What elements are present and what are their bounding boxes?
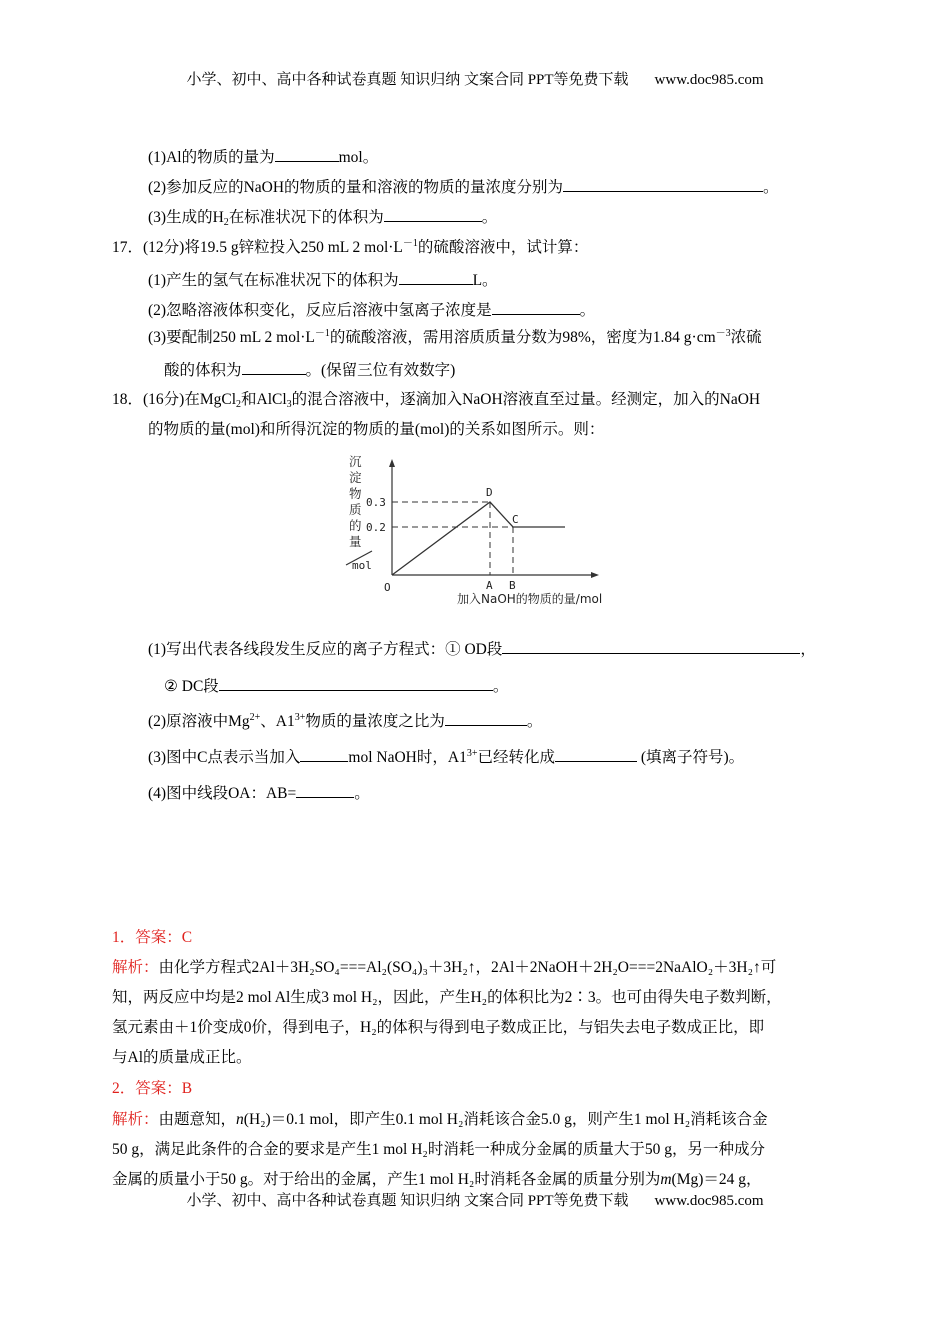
answer-blank[interactable] — [219, 674, 493, 691]
y-label-unit: mol — [352, 559, 372, 572]
q16-part1-text: (1)Al的物质的量为 — [148, 149, 275, 166]
answer-2-line3 — [112, 1170, 762, 1190]
q18-stem-line2-text: 的物质的量(mol)和所得沉淀的物质的量(mol)的关系如图所示。则： — [148, 421, 605, 438]
data-line — [392, 502, 565, 575]
q18-part4 — [148, 781, 370, 804]
answer-1-text: 由化学方程式2Al＋3H₂SO₄===Al₂(SO₄)₃＋3H₂↑，2Al＋2NaOH＋2H₂O===2NaAlO₂＋3H₂↑可 — [158, 959, 777, 976]
superscript: －1 — [314, 328, 330, 339]
answer-blank[interactable] — [492, 298, 580, 315]
italic-var: n — [236, 1111, 244, 1128]
y-label-char: 的 — [349, 518, 362, 533]
q17-stem — [112, 238, 588, 258]
q17-part3-cont-end: 。(保留三位有效数字) — [305, 362, 456, 379]
answer-blank[interactable] — [384, 205, 482, 222]
y-label-char: 淀 — [349, 470, 362, 485]
q18-part4-end: 。 — [354, 785, 370, 802]
q18-part3-b: mol NaOH时，A1 — [348, 749, 467, 766]
analysis-label: 解析： — [112, 959, 159, 976]
x-tick-B: B — [509, 579, 516, 592]
q18-part2-end: 。 — [526, 713, 543, 730]
answer-blank[interactable] — [502, 637, 800, 654]
answer-1-line2: 知，两反应中均是2 mol Al生成3 mol H₂，因此，产生H₂的体积比为2∶3。也可由得失电子数判断， — [112, 989, 782, 1006]
answer-2-text-b: (H₂)＝0.1 mol，即产生0.1 mol H₂消耗该合金5.0 g，则产生1 mol H₂消耗该合金 — [243, 1111, 768, 1128]
q16-part2-text: (2)参加反应的NaOH的物质的量和溶液的物质的量浓度分别为 — [148, 179, 564, 196]
y-axis-arrow-icon — [389, 459, 395, 467]
page-header — [0, 70, 950, 90]
q16-part3-text-b: 在标准状况下的体积为 — [228, 209, 384, 226]
q18-part3-end: (填离子符号)。 — [636, 749, 745, 766]
q17-part1-unit: L。 — [472, 272, 498, 289]
footer-url: www.doc985.com — [654, 1193, 764, 1209]
answer-blank[interactable] — [300, 745, 348, 762]
q17-part3-a: (3)要配制250 mL 2 mol·L — [148, 329, 315, 346]
y-tick-0.3: 0.3 — [366, 496, 386, 509]
q17-part3-cont — [164, 358, 455, 381]
answer-1-line1 — [112, 958, 776, 978]
point-label-C: C — [512, 513, 519, 526]
q16-part3 — [148, 205, 497, 228]
q18-part1-end: ， — [800, 641, 816, 658]
answer-blank[interactable] — [296, 781, 354, 798]
q18-stem — [112, 390, 760, 410]
answer-2-heading: 2．答案：B — [112, 1080, 193, 1097]
superscript: 2+ — [249, 712, 261, 723]
subscript: 2 — [223, 217, 229, 228]
q18-part3 — [148, 745, 744, 768]
superscript: 3+ — [466, 748, 478, 759]
superscript: －3 — [715, 328, 731, 339]
x-axis-arrow-icon — [591, 572, 599, 578]
q16-part3-end: 。 — [481, 209, 498, 226]
answer-1-line3: 氢元素由＋1价变成0价，得到电子，H₂的体积与得到电子数成正比，与铝失去电子数成正比，即 — [112, 1019, 765, 1036]
point-label-D: D — [486, 486, 493, 499]
y-label-char: 沉 — [349, 454, 362, 469]
q18-part2-c: 物质的量浓度之比为 — [305, 713, 445, 730]
answer-blank[interactable] — [445, 709, 527, 726]
q17-part3-b: 的硫酸溶液，需用溶质质量分数为98%，密度为1.84 g·cm — [329, 329, 716, 346]
y-label-char: 量 — [349, 534, 362, 549]
q17-part2-end: 。 — [579, 302, 596, 319]
answer-2-text-a: 由题意知， — [158, 1111, 237, 1128]
q16-part2 — [148, 175, 779, 198]
x-axis-label: 加入NaOH的物质的量/mol — [457, 592, 603, 606]
page-footer — [0, 1191, 950, 1211]
q16-part1 — [148, 145, 378, 168]
answer-1-line4: 与Al的质量成正比。 — [112, 1049, 252, 1066]
header-text: 小学、初中、高中各种试卷真题 知识归纳 文案合同 PPT等免费下载 — [186, 72, 629, 88]
q17-part2-text: (2)忽略溶液体积变化，反应后溶液中氢离子浓度是 — [148, 302, 492, 319]
q18-stem-b: 和AlCl — [241, 391, 287, 408]
answer-blank[interactable] — [275, 145, 339, 162]
q18-part3-a: (3)图中C点表示当加入 — [148, 749, 301, 766]
q17-part3-c: 浓硫 — [730, 329, 762, 346]
q18-part1 — [148, 637, 816, 660]
answer-2-line1 — [112, 1110, 768, 1130]
q18-part1-text: (1)写出代表各线段发生反应的离子方程式：① OD段 — [148, 641, 503, 658]
y-axis-label — [346, 454, 372, 572]
answer-blank[interactable] — [399, 268, 473, 285]
q16-part2-end: 。 — [763, 179, 779, 196]
q18-part1b-text: ② DC段 — [164, 678, 219, 695]
q17-part1 — [148, 268, 498, 291]
q18-stem-a: 18．(16分)在MgCl — [112, 391, 237, 408]
dashed-guides — [392, 502, 513, 575]
q16-part3-text: (3)生成的H — [148, 209, 224, 226]
superscript: －1 — [402, 238, 418, 249]
q17-part2 — [148, 298, 595, 321]
q18-part2-b: 、A1 — [260, 713, 295, 730]
subscript: 3 — [286, 399, 292, 410]
y-tick-0.2: 0.2 — [366, 521, 386, 534]
q18-stem-line2 — [148, 420, 604, 440]
answer-1-heading: 1．答案：C — [112, 929, 193, 946]
footer-text: 小学、初中、高中各种试卷真题 知识归纳 文案合同 PPT等免费下载 — [186, 1193, 629, 1209]
q17-stem-a: 17．(12分)将19.5 g锌粒投入250 mL 2 mol·L — [112, 239, 403, 256]
q18-part2 — [148, 709, 542, 732]
q18-part1b-end: 。 — [492, 678, 509, 695]
q18-part3-c: 已经转化成 — [477, 749, 555, 766]
analysis-label: 解析： — [112, 1111, 159, 1128]
answer-blank[interactable] — [555, 745, 637, 762]
answer-blank[interactable] — [563, 175, 763, 192]
q18-part4-text: (4)图中线段OA：AB= — [148, 785, 297, 802]
answer-2-line2: 50 g，满足此条件的合金的要求是产生1 mol H₂时消耗一种成分金属的质量大于50 g，另一种成分 — [112, 1141, 765, 1158]
q17-part3-cont-text: 酸的体积为 — [164, 362, 242, 379]
q16-part1-unit: mol。 — [338, 149, 379, 166]
italic-var: m — [660, 1171, 672, 1188]
answer-blank[interactable] — [242, 358, 306, 375]
q18-part2-a: (2)原溶液中Mg — [148, 713, 250, 730]
y-label-char: 质 — [349, 502, 362, 517]
y-label-char: 物 — [349, 486, 362, 501]
answer-2-text-c: 金属的质量小于50 g。对于给出的金属，产生1 mol H₂时消耗各金属的质量分别为 — [112, 1171, 661, 1188]
header-url: www.doc985.com — [654, 72, 764, 88]
superscript: 3+ — [294, 712, 306, 723]
x-tick-A: A — [486, 579, 493, 592]
q18-part1b — [164, 674, 508, 697]
subscript: 2 — [236, 399, 242, 410]
origin-label: O — [384, 581, 391, 594]
q17-stem-b: 的硫酸溶液中，试计算： — [417, 239, 589, 256]
q17-part3 — [148, 328, 762, 348]
precipitate-chart — [340, 448, 630, 618]
q18-stem-c: 的混合溶液中，逐滴加入NaOH溶液直至过量。经测定，加入的NaOH — [291, 391, 761, 408]
answer-2-text-d: (Mg)＝24 g， — [671, 1171, 762, 1188]
q17-part1-text: (1)产生的氢气在标准状况下的体积为 — [148, 272, 399, 289]
